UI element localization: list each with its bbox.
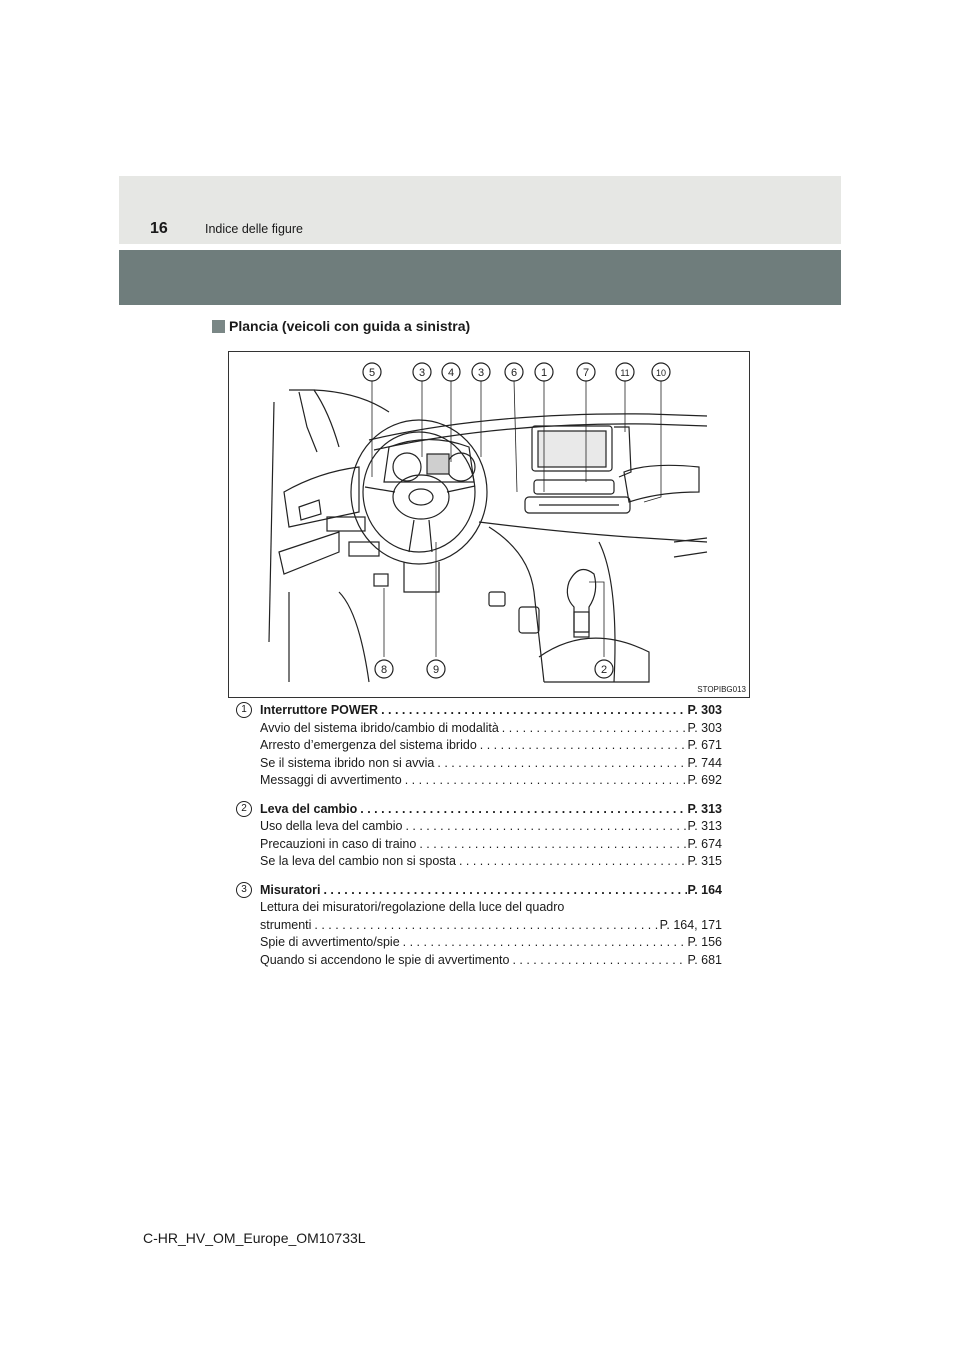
section-square-icon (212, 320, 225, 333)
entry-item: Se la leva del cambio non si sposta . . . P. 315 (260, 853, 722, 871)
section-heading (212, 318, 470, 334)
entry-gauges (236, 882, 722, 970)
entry-item: Lettura dei misuratori/regolazione della luce del quadro (260, 900, 565, 914)
entry-power-switch (236, 702, 722, 790)
item-page-link[interactable]: P. 681 (687, 952, 722, 967)
item-page-link[interactable]: P. 315 (687, 854, 722, 868)
entry-title-row (260, 801, 722, 819)
entry-item: Quando si accendono le spie di avvertimento . . . P. 681 (260, 952, 722, 970)
callout-5: 5 (368, 367, 376, 379)
item-page-link[interactable]: P. 303 (687, 720, 722, 735)
callout-7: 7 (582, 367, 590, 379)
entry-title: Leva del cambio (260, 801, 358, 816)
callout-3b: 3 (477, 367, 485, 379)
entry-marker: 1 (236, 702, 252, 718)
page-title: Indice delle figure (205, 222, 303, 236)
dashboard-drawing (229, 352, 749, 697)
entry-page-link[interactable]: P. 303 (687, 703, 722, 717)
entry-item: Arresto d’emergenza del sistema ibrido . . . P. 671 (260, 737, 722, 755)
entry-page-link[interactable]: P. 313 (687, 801, 722, 816)
callout-10: 10 (655, 368, 667, 378)
entry-item: Uso della leva del cambio . . . P. 313 (260, 818, 722, 836)
entry-title-row (260, 882, 722, 900)
entry-title: Interruttore POWER (260, 703, 379, 717)
item-page-link[interactable]: P. 156 (687, 935, 722, 949)
entry-page-link[interactable]: P. 164 (687, 882, 722, 897)
entry-item: Messaggi di avvertimento . . . P. 692 (260, 772, 722, 790)
item-page-link[interactable]: P. 744 (687, 755, 722, 770)
item-page-link[interactable]: P. 692 (687, 773, 722, 787)
figure-code: STOPIBG013 (697, 685, 746, 694)
header-bar (119, 250, 841, 305)
callout-3a: 3 (418, 367, 426, 379)
entry-title-row (260, 702, 722, 720)
entry-marker: 3 (236, 882, 252, 898)
entries-list (236, 702, 722, 980)
entry-item: Precauzioni in caso di traino . . . P. 674 (260, 836, 722, 854)
footer-doc-code: C-HR_HV_OM_Europe_OM10733L (143, 1230, 366, 1246)
callout-8: 8 (380, 664, 388, 676)
callout-2: 2 (600, 664, 608, 676)
section-title: Plancia (veicoli con guida a sinistra) (229, 318, 471, 334)
page-number: 16 (150, 220, 168, 237)
callout-1: 1 (540, 367, 548, 379)
callout-9: 9 (432, 664, 440, 676)
entry-item: strumenti . . . P. 164, 171 (260, 917, 722, 935)
callout-4: 4 (447, 367, 455, 379)
callout-11: 11 (620, 368, 630, 378)
entry-item: Se il sistema ibrido non si avvia . . . P. 744 (260, 755, 722, 773)
entry-item: Spie di avvertimento/spie . . . P. 156 (260, 934, 722, 952)
item-page-link[interactable]: P. 674 (687, 836, 722, 851)
entry-title: Misuratori (260, 882, 321, 897)
callout-6: 6 (510, 367, 518, 379)
item-page-link[interactable]: P. 671 (687, 738, 722, 752)
item-page-link[interactable]: P. 164, 171 (659, 917, 722, 932)
item-page-link[interactable]: P. 313 (687, 819, 722, 833)
dashboard-illustration (228, 351, 750, 698)
entry-marker: 2 (236, 801, 252, 817)
entry-shift-lever (236, 801, 722, 871)
entry-item: Avvio del sistema ibrido/cambio di modalità . . . P. 303 (260, 720, 722, 738)
